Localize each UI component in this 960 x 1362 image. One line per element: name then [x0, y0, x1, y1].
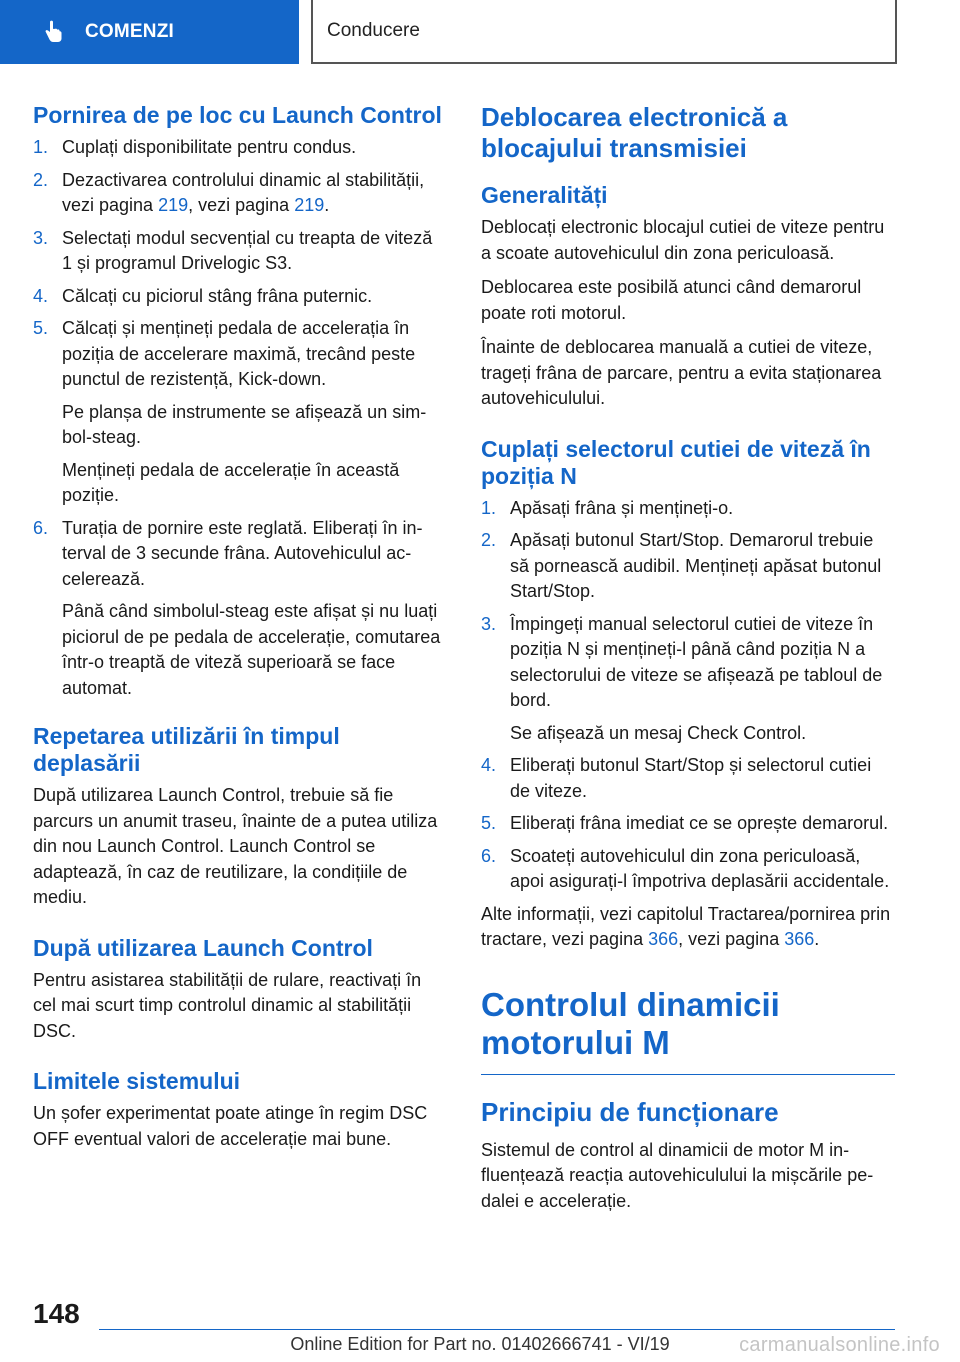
system-limits-heading: Limitele sistemului	[33, 1068, 241, 1094]
step-number: 3.	[33, 227, 49, 248]
repeat-use-heading: Repetarea utilizării în timpul deplasării	[33, 723, 340, 776]
principle-text: Sistemul de control al dinamicii de motor M influențează reacția autovehiculului la mișcările pedalei e accelerație.	[481, 1139, 874, 1211]
step-text: , vezi pagina	[188, 195, 295, 215]
list-item	[481, 753, 895, 804]
step-number: 6.	[481, 845, 497, 866]
step-number: 4.	[33, 285, 49, 306]
repeat-use-text: După utilizarea Launch Control, trebuie să fie parcurs un anumit traseu, înainte de a putea utiliza din nou Launch Control. Launch Control se adaptează, în caz de reutilizare, la condițiile de mediu.	[33, 785, 438, 907]
list-item	[33, 168, 445, 219]
list-item	[33, 226, 445, 277]
selector-n-heading: Cuplați selectorul cutiei de viteză în poziția N	[481, 435, 871, 489]
more-info-text	[481, 902, 895, 953]
watermark: carmanualsonline.info	[739, 1334, 940, 1356]
left-column	[33, 102, 445, 1161]
step-number: 6.	[33, 517, 49, 538]
system-limits-text: Un șofer experimentat poate atinge în regim DSC OFF eventual valori de accelerație mai bune.	[33, 1103, 428, 1149]
unlock-paragraph: Înainte de deblocarea manuală a cutiei de viteze, trageți frâna de parcare, pentru a evita staționarea autovehiculului.	[481, 337, 882, 408]
step-text: Turația de pornire este reglată. Eliberați în interval de 3 secunde frâna. Autovehiculul accelerează.	[62, 517, 423, 589]
list-item	[481, 496, 895, 522]
unlock-paragraph: Deblocarea este posibilă atunci când demarorul poate roti motorul.	[481, 277, 862, 323]
edition-text: Online Edition for Part no. 01402666741 - VI/19	[290, 1334, 670, 1354]
more-info-pre: Alte informații, vezi capitolul Tractarea/pornirea prin tractare, vezi pagina	[481, 903, 891, 949]
principle-heading: Principiu de funcționare	[481, 1096, 779, 1127]
header-section	[311, 0, 897, 64]
page-link[interactable]: 366	[784, 929, 815, 949]
page-link[interactable]: 219	[294, 195, 325, 215]
after-use-text: Pentru asistarea stabilității de rulare, reactivați în cel mai scurt timp controlul dinamic al stabilității DSC.	[33, 969, 422, 1041]
hand-pointer-icon	[40, 19, 66, 45]
step-number: 1.	[33, 137, 49, 157]
after-use-heading: După utilizarea Launch Control	[33, 934, 373, 961]
chapter-title: Controlul dinamicii motorului M	[481, 985, 780, 1061]
header-tab-label: COMENZI	[85, 21, 175, 42]
list-item	[481, 844, 895, 895]
step-text: Apăsați butonul Start/Stop. Demarorul trebuie să pornească audibil. Mențineți apăsat butonul Start/Stop.	[510, 530, 882, 601]
step-text: Călcați și mențineți pedala de accelerația în poziția de accelerare maximă, trecând peste punctul de rezistență, Kick-down.	[62, 318, 416, 389]
step-note: Pe planșa de instrumente se afișează un simbol-steag.	[62, 401, 427, 447]
step-number: 3.	[481, 613, 497, 634]
step-number: 2.	[481, 530, 497, 550]
step-number: 5.	[481, 813, 497, 833]
right-column	[481, 102, 895, 1223]
step-number: 2.	[33, 169, 49, 190]
list-item	[33, 316, 445, 509]
page-link[interactable]: 219	[158, 195, 189, 215]
step-note: Mențineți pedala de accelerație în această poziție.	[62, 459, 400, 505]
general-heading: Generalități	[481, 182, 608, 208]
transmission-unlock-heading: Deblocarea electronică a blocajului transmisiei	[481, 102, 788, 163]
more-info-post: .	[814, 929, 820, 949]
step-number: 1.	[481, 497, 497, 518]
page-link[interactable]: 366	[648, 929, 679, 949]
list-item	[33, 516, 445, 702]
list-item	[481, 612, 895, 747]
step-text: Selectați modul secvențial cu treapta de viteză 1 și programul Drivelogic S3.	[62, 227, 433, 273]
list-item	[481, 528, 895, 605]
footer-divider	[99, 1329, 895, 1330]
step-text: Cuplați disponibilitate pentru condus.	[62, 137, 357, 157]
step-number: 4.	[481, 755, 497, 775]
selector-n-steps	[481, 496, 895, 895]
list-item	[33, 135, 445, 161]
section-title: Conducere	[327, 20, 420, 41]
list-item	[481, 811, 895, 837]
launch-control-steps	[33, 135, 445, 701]
step-text: Eliberați butonul Start/Stop și selectorul cutiei de viteze.	[510, 755, 872, 801]
more-info-mid: , vezi pagina	[678, 929, 785, 949]
unlock-paragraph: Deblocați electronic blocajul cutiei de viteze pentru a scoate autovehiculul din zona periculoasă.	[481, 217, 885, 263]
step-number: 5.	[33, 318, 49, 338]
list-item	[33, 284, 445, 310]
step-note: Se afișează un mesaj Check Control.	[510, 722, 807, 743]
step-note: Până când simbolul-steag este afișat și nu luați piciorul de pe pedala de accelerație, comutarea într-o treaptă de viteză superioară se face automat.	[62, 601, 441, 698]
step-text: Dezactivarea controlului dinamic al stabilității, vezi pagina	[62, 169, 425, 215]
step-text: Împingeți manual selectorul cutiei de viteze în poziția N și mențineți-l până când poziția N a selectorului de viteze se afișează pe tabloul de bord.	[510, 613, 883, 710]
page-number: 148	[33, 1298, 80, 1329]
header-tab-comenzi[interactable]	[0, 0, 299, 64]
step-text: Apăsați frâna și mențineți-o.	[510, 497, 734, 518]
step-text: Eliberați frâna imediat ce se oprește demarorul.	[510, 813, 889, 833]
step-text: Scoateți autovehiculul din zona periculoasă, apoi asigurați-l împotriva deplasării accidentale.	[510, 845, 890, 891]
launch-control-heading: Pornirea de pe loc cu Launch Control	[33, 102, 442, 128]
step-text: .	[324, 195, 330, 215]
step-text: Călcați cu piciorul stâng frâna puternic.	[62, 285, 373, 306]
chapter-divider	[481, 1074, 895, 1075]
